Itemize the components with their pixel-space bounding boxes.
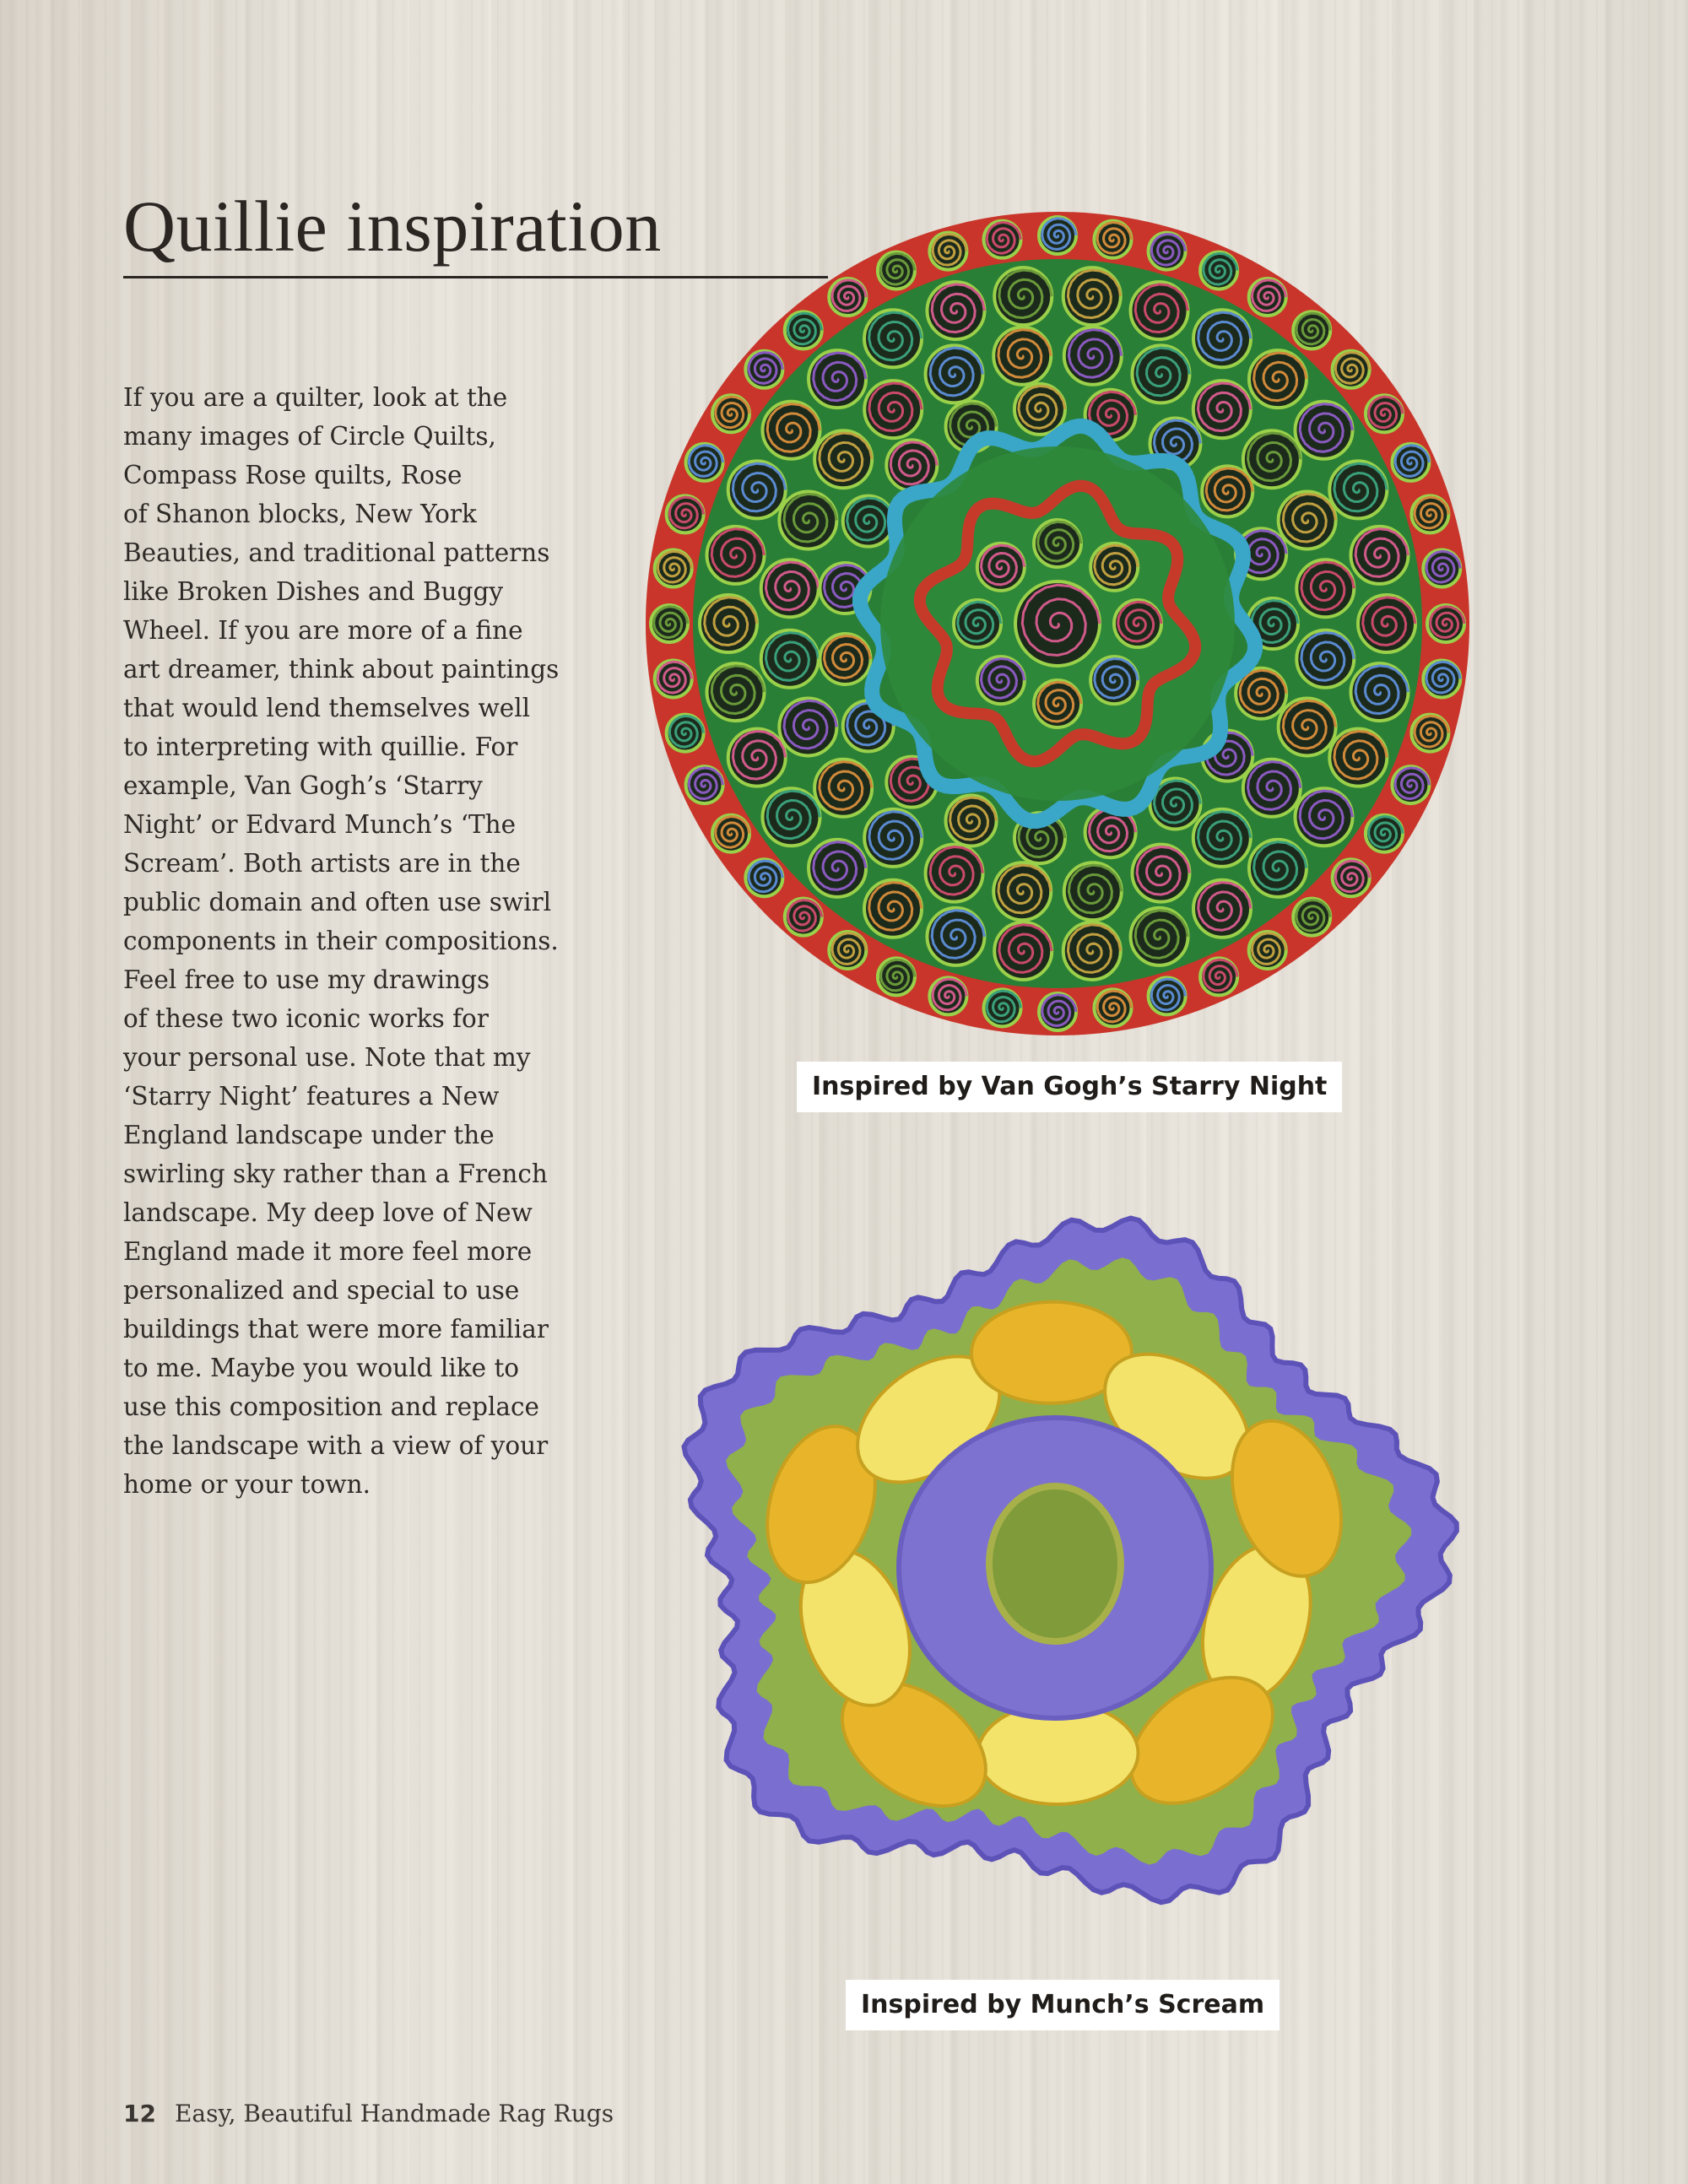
center-swirls xyxy=(954,520,1161,727)
book-title: Easy, Beautiful Handmade Rag Rugs xyxy=(174,2100,614,2127)
page-title: Quillie inspiration xyxy=(123,186,662,267)
center-green-oval xyxy=(989,1486,1121,1641)
starry-night-rug-image xyxy=(623,206,1492,1041)
scream-rug-image xyxy=(629,1180,1477,1918)
body-paragraph: If you are a quilter, look at the many images of Circle Quilts, Compass Rose quilts, Rose of Shanon blocks, New York Beauties, and traditional patterns like Broken Dishes and Buggy Wheel. If you are more of a fine art dreamer, think about paintings that would lend themselves well to interpreting with quillie. For example, Van Gogh’s ‘Starry Night’ or Edvard Munch’s ‘The Scream’. Both artists are in the public domain and often use swirl components in their compositions. Feel free to use my drawings of these two iconic works for your personal use. Note that my ‘Starry Night’ features a New England landscape under the swirling sky rather than a French landscape. My deep love of New England made it more feel more personalized and special to use buildings that were more familiar to me. Maybe you would like to use this composition and replace the landscape with a view of your home or your town. xyxy=(123,383,560,1499)
page-footer xyxy=(123,2100,614,2127)
page-number: 12 xyxy=(123,2100,156,2127)
caption-scream: Inspired by Munch’s Scream xyxy=(846,1980,1280,2030)
caption-starry-night: Inspired by Van Gogh’s Starry Night xyxy=(797,1062,1342,1112)
